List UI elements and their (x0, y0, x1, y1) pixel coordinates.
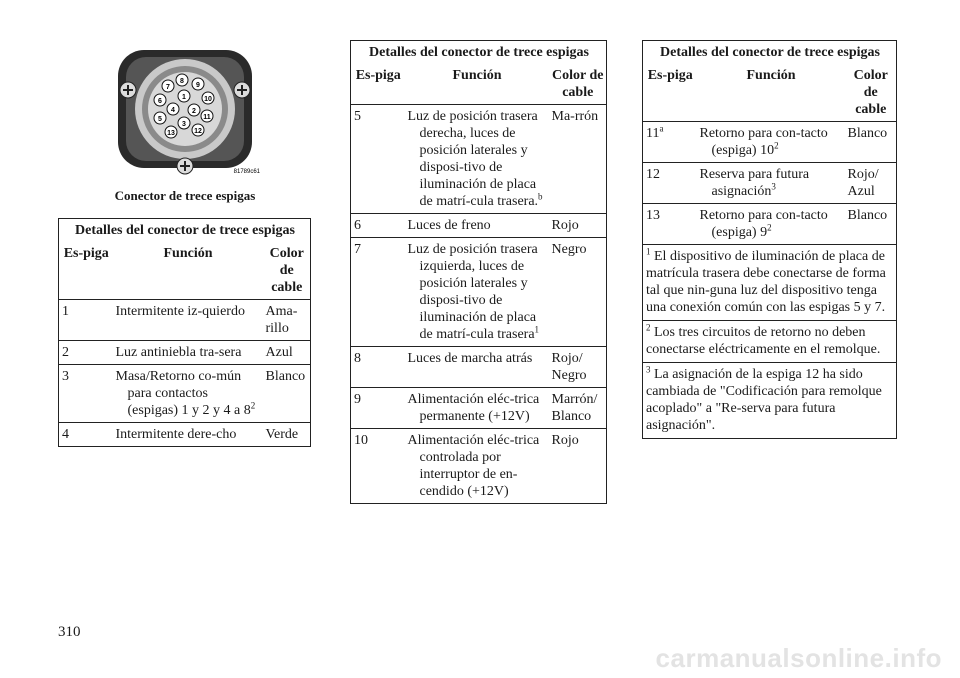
function-text: Masa/Retorno co-mún para contactos (espigas) 1 y 2 y 4 a 8 (115, 369, 251, 418)
cell-color: Marrón/ Blanco (549, 388, 607, 429)
cell-color: Ma-rrón (549, 105, 607, 214)
function-text: Luces de marcha atrás (407, 351, 533, 366)
pin-10 (202, 92, 214, 104)
function-text: Intermitente iz-quierdo (115, 304, 245, 319)
cell-function (113, 365, 263, 423)
svg-text:10: 10 (204, 96, 212, 103)
table-body (59, 300, 311, 447)
header-function: Función (697, 64, 845, 122)
footnote-row (643, 321, 897, 363)
footnote-ref: 2 (250, 400, 256, 411)
cell-color: Ama-rillo (263, 300, 311, 341)
pin-7 (162, 80, 174, 92)
function-text: Alimentación eléc-trica controlada por interruptor de en-cendido (+12V) (407, 433, 540, 499)
header-color: Color de cable (549, 64, 607, 105)
footnote-ref: 3 (771, 181, 776, 192)
table-row (643, 204, 897, 245)
table-title: Detalles del conector de trece espigas (59, 219, 311, 243)
cell-function (405, 238, 549, 347)
footnote-text: La asignación de la espiga 12 ha sido cambiada de "Codificación para remolque acoplado" a "Re-serva para futura asignación". (646, 367, 882, 433)
svg-text:4: 4 (171, 107, 175, 114)
cell-pin (351, 105, 405, 214)
svg-text:8: 8 (180, 78, 184, 85)
pin-3 (178, 117, 190, 129)
connector-illustration (110, 40, 270, 180)
function-text: Luces de freno (407, 218, 491, 233)
cell-function (405, 214, 549, 238)
pin-9 (192, 78, 204, 90)
connector-table-1 (58, 218, 311, 447)
cell-pin (643, 163, 697, 204)
header-color: Color de cable (845, 64, 897, 122)
table-row (59, 423, 311, 447)
header-pin: Es-piga (59, 242, 113, 300)
table-row (351, 238, 607, 347)
cell-pin (351, 238, 405, 347)
pin-number: 7 (354, 242, 361, 257)
svg-text:6: 6 (158, 98, 162, 105)
cell-function (697, 122, 845, 163)
cell-pin (59, 365, 113, 423)
pin-1 (178, 90, 190, 102)
function-text: Intermitente dere-cho (115, 427, 237, 442)
cell-function (113, 423, 263, 447)
function-text: Alimentación eléc-trica permanente (+12V) (407, 392, 540, 424)
footnote-row (643, 245, 897, 321)
footnote-cell (643, 363, 897, 439)
cell-pin (643, 204, 697, 245)
pin-number: 9 (354, 392, 361, 407)
footnote-ref: 1 (534, 324, 540, 335)
cell-pin (351, 429, 405, 504)
screw-icon (234, 82, 250, 98)
svg-text:7: 7 (166, 84, 170, 91)
footnote-row (643, 363, 897, 439)
pin-number: 10 (354, 433, 368, 448)
cell-pin (59, 423, 113, 447)
table-row (59, 365, 311, 423)
figure-code: 81789c61 (233, 169, 260, 175)
table-row (351, 105, 607, 214)
pin-number: 1 (62, 304, 69, 319)
cell-pin (351, 388, 405, 429)
page-number: 310 (58, 624, 81, 640)
function-text: Luz antiniebla tra-sera (115, 345, 242, 360)
pin-number: 4 (62, 427, 69, 442)
cell-function (405, 429, 549, 504)
pin-8 (176, 74, 188, 86)
figure-caption: Conector de trece espigas (114, 188, 256, 203)
cell-function (113, 341, 263, 365)
pin-12 (192, 124, 204, 136)
table-row (351, 214, 607, 238)
cell-function (697, 204, 845, 245)
pin-number: 8 (354, 351, 361, 366)
table-title: Detalles del conector de trece espigas (643, 41, 897, 65)
pin-number: 5 (354, 109, 361, 124)
pin-footnote-ref: a (659, 123, 664, 134)
cell-pin (351, 214, 405, 238)
table-body (351, 105, 607, 504)
footnote-number: 2 (646, 322, 651, 333)
cell-pin (351, 347, 405, 388)
footnote-cell (643, 321, 897, 363)
footnote-ref: 2 (767, 222, 772, 233)
function-text: Reserva para futura asignación (699, 167, 810, 199)
function-text: Retorno para con-tacto (espiga) 10 (699, 126, 828, 158)
pin-13 (165, 126, 177, 138)
cell-function (697, 163, 845, 204)
cell-pin (643, 122, 697, 163)
pin-number: 12 (646, 167, 660, 182)
cell-color: Blanco (845, 122, 897, 163)
cell-pin (59, 341, 113, 365)
svg-text:5: 5 (158, 116, 162, 123)
table-row (351, 347, 607, 388)
cell-color: Rojo/ Azul (845, 163, 897, 204)
screw-icon (120, 82, 136, 98)
function-text: Luz de posición trasera izquierda, luces de posición laterales y disposi-tivo de iluminación de placa de matrí-cula trasera (407, 242, 538, 342)
cell-function (405, 347, 549, 388)
header-pin: Es-piga (351, 64, 405, 105)
cell-function (405, 105, 549, 214)
svg-text:1: 1 (182, 94, 186, 101)
cell-function (405, 388, 549, 429)
cell-color: Azul (263, 341, 311, 365)
table-row (351, 429, 607, 504)
connector-table-3 (642, 40, 897, 439)
screw-icon (177, 158, 193, 174)
table-body (643, 122, 897, 245)
pin-5 (154, 112, 166, 124)
footnote-text: Los tres circuitos de retorno no deben conectarse eléctricamente en el remolque. (646, 325, 881, 357)
svg-text:13: 13 (167, 130, 175, 137)
pin-number: 2 (62, 345, 69, 360)
cell-color: Rojo/ Negro (549, 347, 607, 388)
svg-text:3: 3 (182, 121, 186, 128)
cell-color: Rojo (549, 429, 607, 504)
function-text: Luz de posición trasera derecha, luces de posición laterales y disposi-tivo de iluminación de placa de matrí-cula trasera. (407, 109, 539, 209)
footnote-cell (643, 245, 897, 321)
footnotes (643, 245, 897, 439)
footnote-ref: b (538, 191, 543, 202)
svg-text:9: 9 (196, 82, 200, 89)
svg-text:12: 12 (194, 128, 202, 135)
pin-number: 13 (646, 208, 660, 223)
cell-function (113, 300, 263, 341)
pin-6 (154, 94, 166, 106)
pin-number: 3 (62, 369, 69, 384)
table-title: Detalles del conector de trece espigas (351, 41, 607, 65)
footnote-number: 1 (646, 246, 651, 257)
cell-color: Negro (549, 238, 607, 347)
cell-color: Rojo (549, 214, 607, 238)
header-function: Función (113, 242, 263, 300)
cell-color: Verde (263, 423, 311, 447)
watermark: carmanualsonline.info (655, 643, 942, 673)
header-pin: Es-piga (643, 64, 697, 122)
header-function: Función (405, 64, 549, 105)
function-text: Retorno para con-tacto (espiga) 9 (699, 208, 828, 240)
cell-color: Blanco (263, 365, 311, 423)
pin-4 (167, 103, 179, 115)
footnote-ref: 2 (774, 140, 779, 151)
table-row (59, 341, 311, 365)
svg-text:11: 11 (203, 114, 211, 121)
table-row (643, 163, 897, 204)
pin-number: 11 (646, 126, 660, 141)
pin-2 (188, 104, 200, 116)
table-row (643, 122, 897, 163)
table-row (351, 388, 607, 429)
cell-color: Blanco (845, 204, 897, 245)
connector-table-2 (350, 40, 607, 504)
svg-text:2: 2 (192, 108, 196, 115)
table-row (59, 300, 311, 341)
header-color: Color de cable (263, 242, 311, 300)
pin-11 (201, 110, 213, 122)
cell-pin (59, 300, 113, 341)
pin-number: 6 (354, 218, 361, 233)
footnote-text: El dispositivo de iluminación de placa de matrícula trasera debe conectarse de forma tal que nin-guna luz del dispositivo tenga una conexión común con las espigas 5 y 7. (646, 249, 886, 315)
footnote-number: 3 (646, 364, 651, 375)
